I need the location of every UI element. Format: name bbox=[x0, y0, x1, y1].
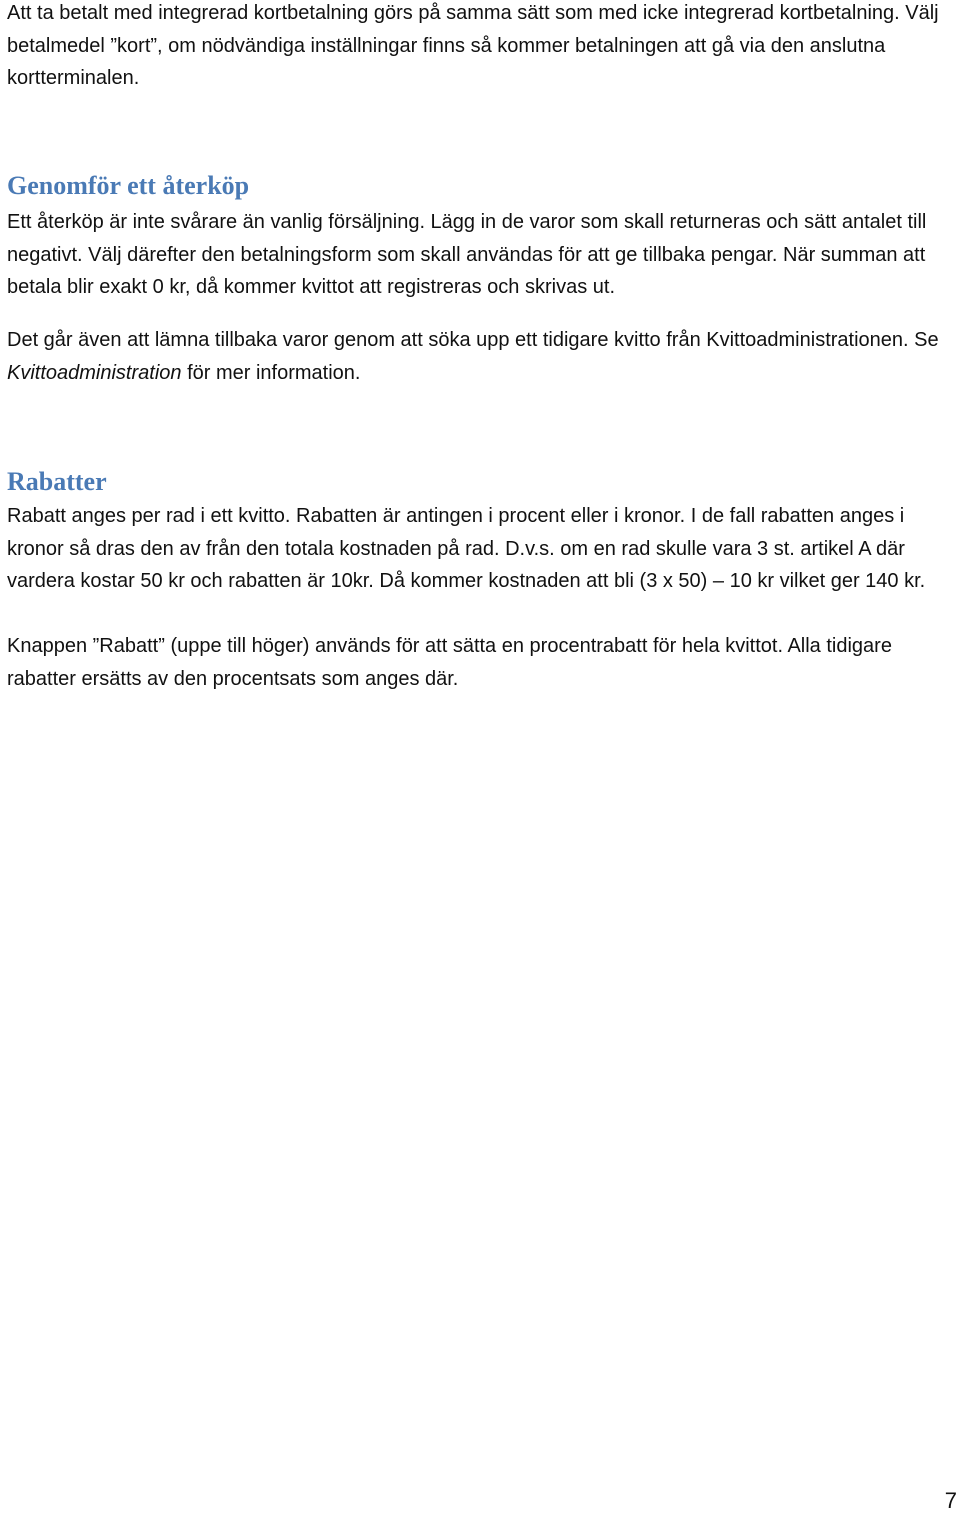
intro-paragraph: Att ta betalt med integrerad kortbetalning görs på samma sätt som med icke integrerad kortbetalning. Välj betalmedel ”kort”, om nödvändiga inställningar finns så kommer betalningen att gå via den anslutna kortterminalen. bbox=[7, 2, 939, 89]
section-heading-discount: Rabatter bbox=[7, 467, 107, 496]
return-paragraph-2 bbox=[7, 324, 952, 389]
return-paragraph-2-end: för mer information. bbox=[181, 361, 361, 384]
discount-paragraph-2: Knappen ”Rabatt” (uppe till höger) används för att sätta en procentrabatt för hela kvittot. Alla tidigare rabatter ersätts av den procentsats som anges där. bbox=[7, 635, 892, 690]
receipt-admin-reference: Kvittoadministration bbox=[7, 361, 182, 384]
discount-paragraph-1: Rabatt anges per rad i ett kvitto. Rabatten är antingen i procent eller i kronor. I de fall rabatten anges i kronor så dras den av från den totala kostnaden på rad. D.v.s. om en rad skulle vara 3 st. artikel A där vardera kostar 50 kr och rabatten är 10kr. Då kommer kostnaden att bli (3 x 50) – 10 kr vilket ger 140 kr. bbox=[7, 505, 926, 592]
section-heading-return: Genomför ett återköp bbox=[7, 171, 250, 200]
return-paragraph-2-start: Det går även att lämna tillbaka varor genom att söka upp ett tidigare kvitto från Kvittoadministrationen. Se bbox=[7, 329, 939, 351]
return-paragraph-1: Ett återköp är inte svårare än vanlig försäljning. Lägg in de varor som skall returneras och sätt antalet till negativt. Välj därefter den betalningsform som skall användas för att ge tillbaka pengar. När summan att betala blir exakt 0 kr, då kommer kvittot att registreras och skrivas ut. bbox=[7, 211, 927, 298]
page-number: 7 bbox=[944, 1488, 957, 1513]
